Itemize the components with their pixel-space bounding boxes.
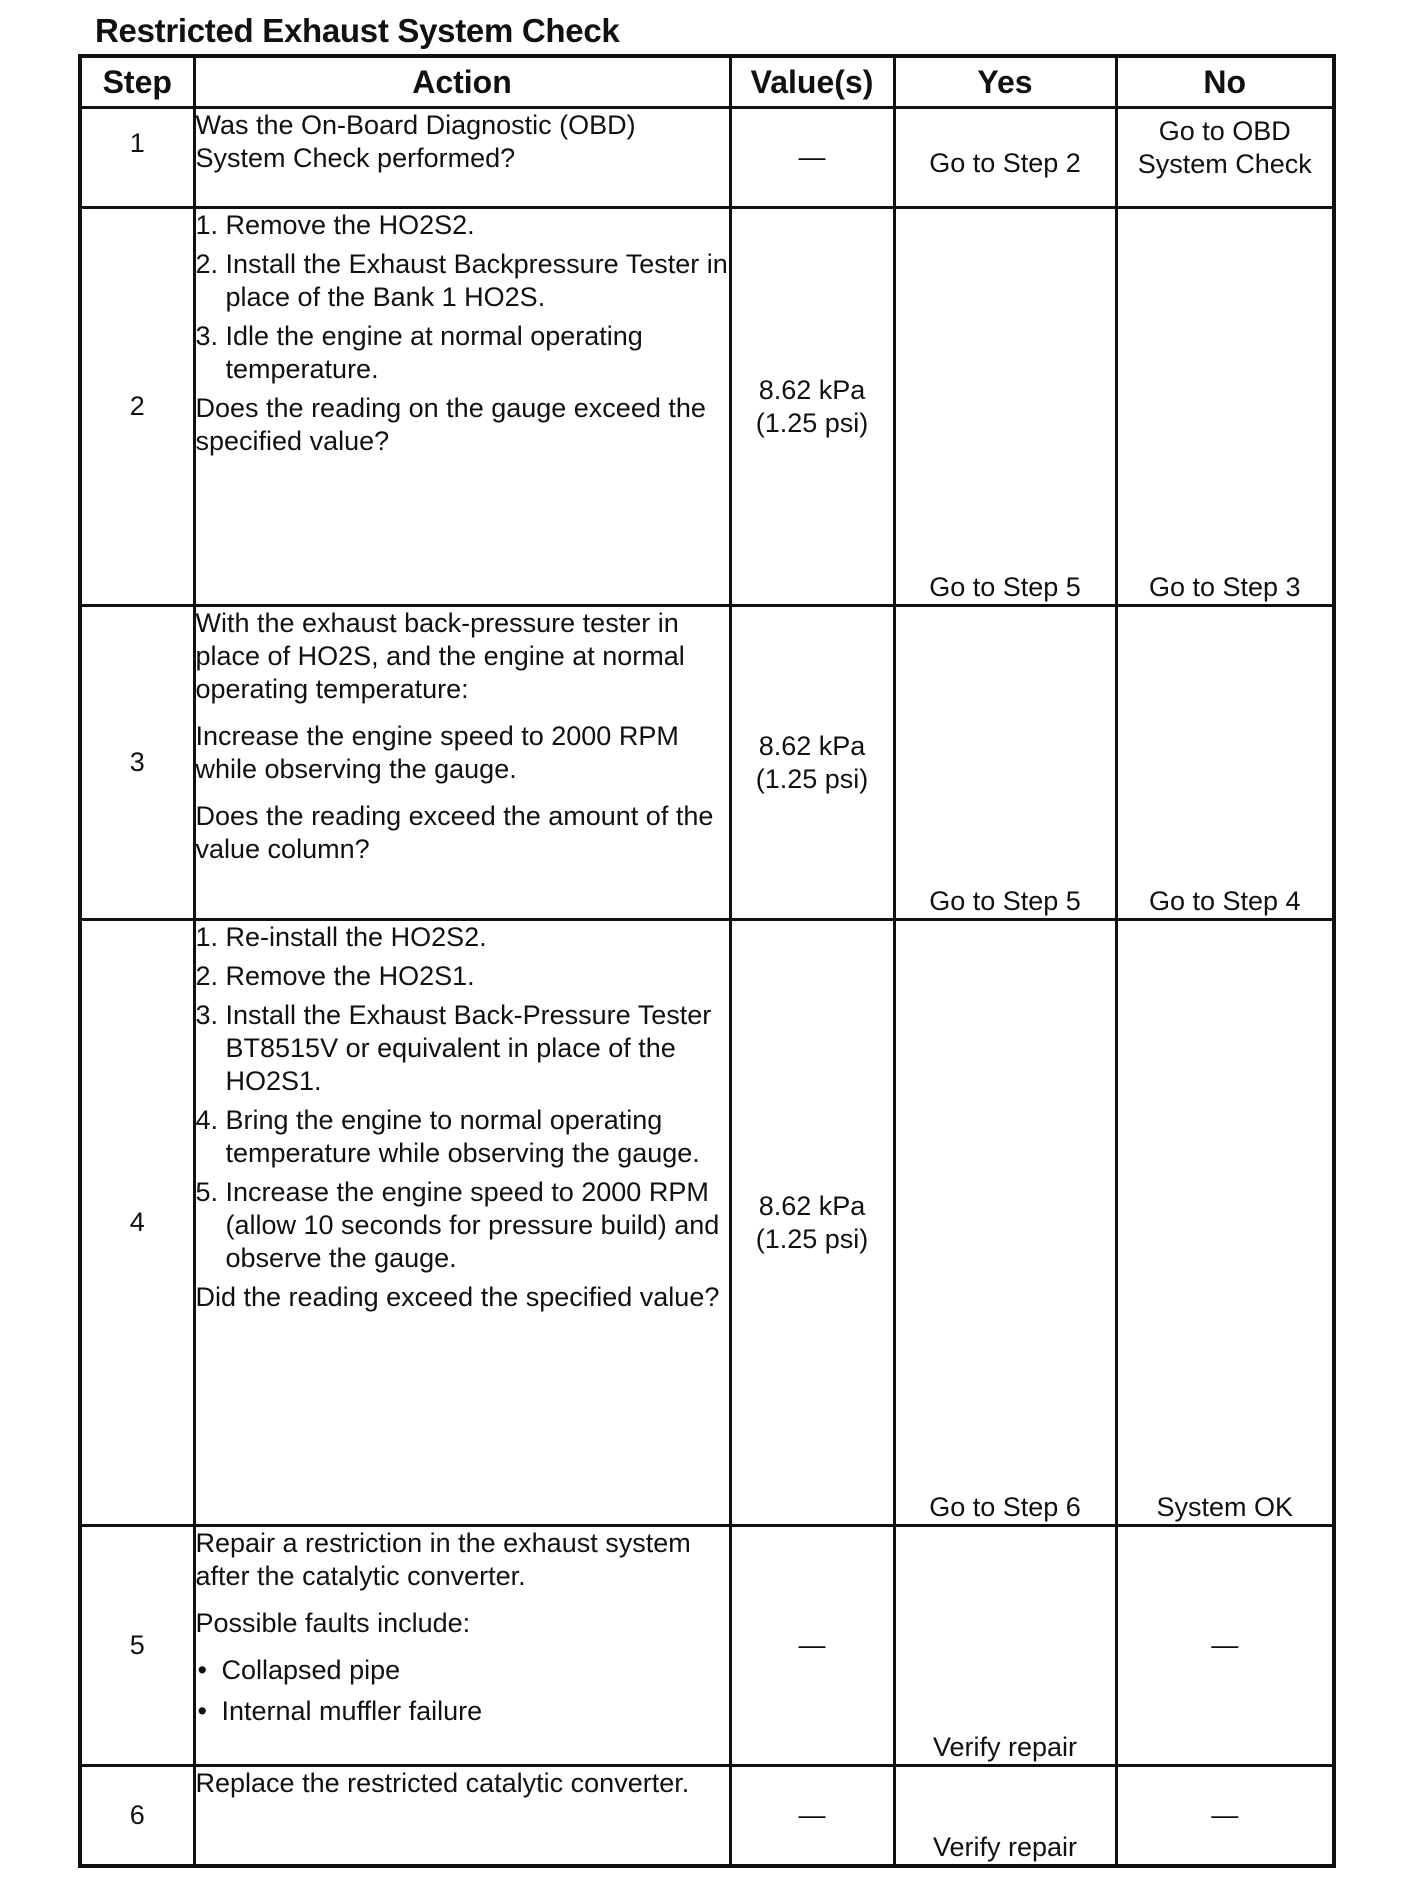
table-row — [80, 108, 1334, 208]
step-number: 3 — [80, 606, 194, 920]
action-cell — [194, 108, 730, 208]
action-cell — [194, 920, 730, 1526]
no-cell: — — [1116, 1526, 1334, 1766]
header-values: Value(s) — [730, 56, 894, 108]
yes-cell: Verify repair — [894, 1766, 1116, 1866]
value-cell: 8.62 kPa (1.25 psi) — [730, 606, 894, 920]
action-cell — [194, 606, 730, 920]
header-no: No — [1116, 56, 1334, 108]
no-cell: System OK — [1116, 920, 1334, 1526]
action-step: 4. Bring the engine to normal operating temperature while observing the gauge. — [195, 1105, 700, 1168]
action-question: Did the reading exceed the specified value? — [195, 1282, 720, 1312]
action-paragraph: Possible faults include: — [195, 1608, 471, 1638]
action-step: 1. Remove the HO2S2. — [195, 210, 475, 240]
action-step: 1. Re-install the HO2S2. — [195, 922, 487, 952]
action-paragraph: Increase the engine speed to 2000 RPM while observing the gauge. — [195, 721, 679, 784]
action-step: 3. Idle the engine at normal operating temperature. — [195, 321, 643, 384]
action-step: 2. Install the Exhaust Backpressure Tester in place of the Bank 1 HO2S. — [195, 249, 728, 312]
yes-cell: Go to Step 6 — [894, 920, 1116, 1526]
action-question: Does the reading exceed the amount of the value column? — [195, 801, 714, 864]
step-number: 1 — [80, 108, 194, 208]
no-cell: Go to OBD System Check — [1116, 108, 1334, 208]
list-item: • Internal muffler failure — [196, 1695, 729, 1728]
step-number: 5 — [80, 1526, 194, 1766]
table-row — [80, 606, 1334, 920]
diagnostic-table — [78, 54, 1336, 1868]
action-step: 2. Remove the HO2S1. — [195, 961, 475, 991]
value-cell: — — [730, 108, 894, 208]
action-cell — [194, 208, 730, 606]
no-cell: Go to Step 4 — [1116, 606, 1334, 920]
yes-cell: Go to Step 5 — [894, 208, 1116, 606]
table-row — [80, 1766, 1334, 1866]
table-row — [80, 208, 1334, 606]
value-cell: — — [730, 1526, 894, 1766]
table-row — [80, 920, 1334, 1526]
header-action: Action — [194, 56, 730, 108]
value-cell: — — [730, 1766, 894, 1866]
value-cell: 8.62 kPa (1.25 psi) — [730, 208, 894, 606]
action-steps — [196, 209, 729, 386]
no-cell: Go to Step 3 — [1116, 208, 1334, 606]
list-item: • Collapsed pipe — [196, 1654, 729, 1687]
step-number: 2 — [80, 208, 194, 606]
page-title: Restricted Exhaust System Check — [95, 12, 620, 49]
action-paragraph: With the exhaust back-pressure tester in place of HO2S, and the engine at normal operating temperature: — [195, 608, 685, 704]
action-cell: Replace the restricted catalytic converter. — [194, 1766, 730, 1866]
action-cell — [194, 1526, 730, 1766]
yes-cell: Verify repair — [894, 1526, 1116, 1766]
header-yes: Yes — [894, 56, 1116, 108]
yes-cell: Go to Step 5 — [894, 606, 1116, 920]
action-text: Was the On-Board Diagnostic (OBD) System Check performed? — [195, 110, 636, 173]
action-steps — [196, 921, 729, 1275]
header-row — [80, 56, 1334, 108]
step-number: 6 — [80, 1766, 194, 1866]
yes-cell: Go to Step 2 — [894, 108, 1116, 208]
no-cell: — — [1116, 1766, 1334, 1866]
step-number: 4 — [80, 920, 194, 1526]
table-row — [80, 1526, 1334, 1766]
action-step: 3. Install the Exhaust Back-Pressure Tester BT8515V or equivalent in place of the HO2S1. — [195, 1000, 712, 1096]
value-cell: 8.62 kPa (1.25 psi) — [730, 920, 894, 1526]
action-paragraph: Repair a restriction in the exhaust system after the catalytic converter. — [195, 1528, 691, 1591]
action-step: 5. Increase the engine speed to 2000 RPM (allow 10 seconds for pressure build) and observe the gauge. — [195, 1177, 720, 1273]
action-question: Does the reading on the gauge exceed the specified value? — [195, 393, 706, 456]
fault-list — [196, 1654, 729, 1728]
header-step: Step — [80, 56, 194, 108]
